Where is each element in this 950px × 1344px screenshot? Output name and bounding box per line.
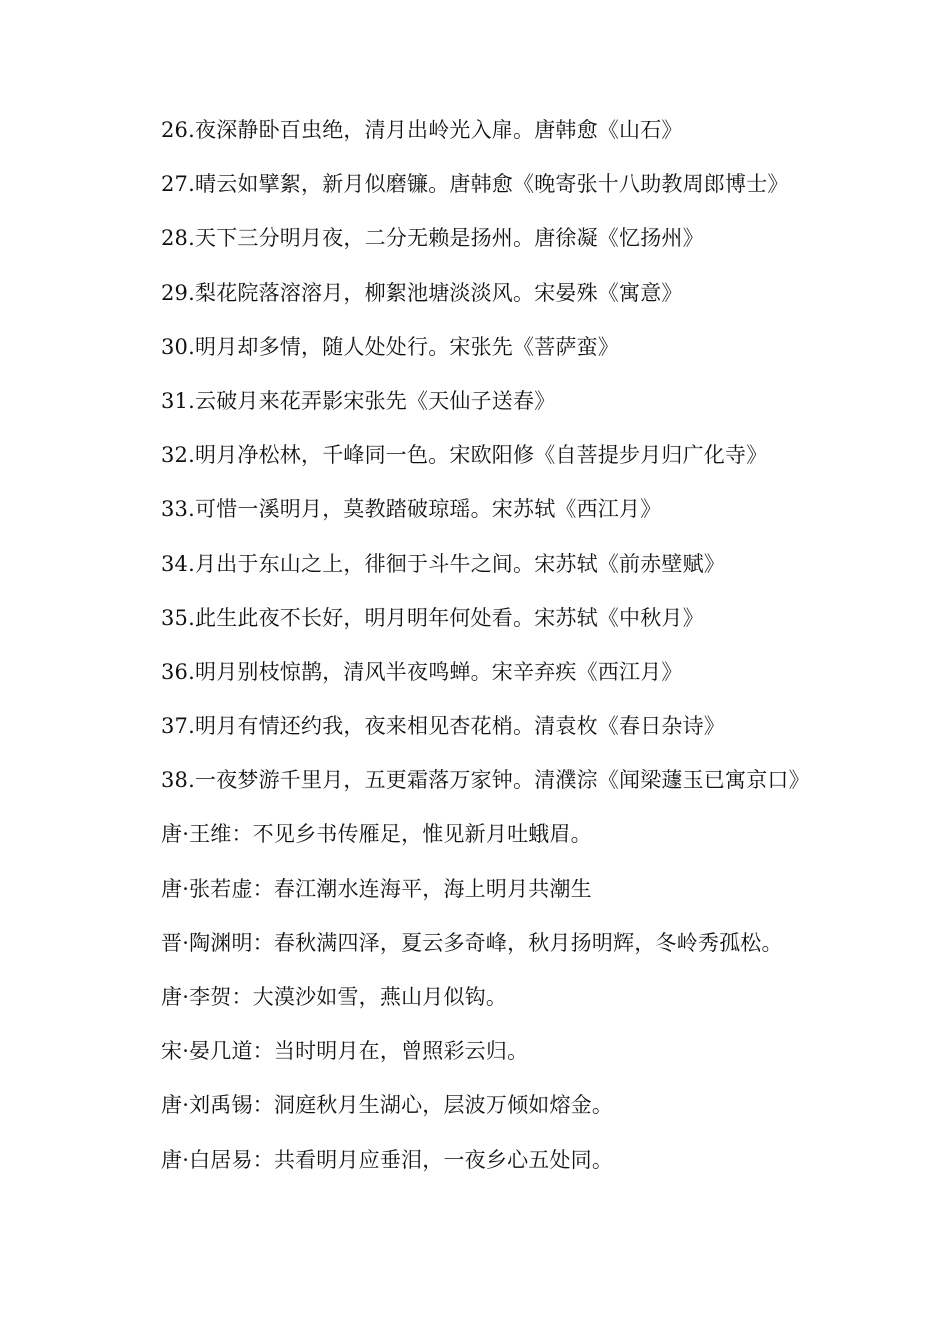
- poem-line-29: 29.梨花院落溶溶月，柳絮池塘淡淡风。宋晏殊《寓意》: [161, 280, 683, 305]
- poem-line-28: 28.天下三分明月夜，二分无赖是扬州。唐徐凝《忆扬州》: [161, 226, 704, 251]
- poem-line-36: 36.明月别枝惊鹊，清风半夜鸣蝉。宋辛弃疾《西江月》: [161, 659, 683, 684]
- poem-line-30: 30.明月却多情，随人处处行。宋张先《菩萨蛮》: [161, 334, 619, 359]
- poem-line-32: 32.明月净松林，千峰同一色。宋欧阳修《自菩提步月归广化寺》: [161, 443, 768, 468]
- quote-zhang-ruoxu: 唐·张若虚：春江潮水连海平，海上明月共潮生: [161, 876, 592, 901]
- poem-list: [118, 112, 828, 1196]
- quote-liu-yuxi: 唐·刘禹锡：洞庭秋月生湖心，层波万倾如熔金。: [161, 1093, 614, 1118]
- quote-tao-yuanming: 晋·陶渊明：春秋满四泽，夏云多奇峰，秋月扬明辉，冬岭秀孤松。: [161, 930, 783, 955]
- quote-li-he: 唐·李贺：大漠沙如雪，燕山月似钩。: [161, 985, 508, 1009]
- quote-bai-juyi: 唐·白居易：共看明月应垂泪，一夜乡心五处同。: [161, 1147, 614, 1172]
- poem-line-38: 38.一夜梦游千里月，五更霜落万家钟。清濮淙《闻梁蘧玉已寓京口》: [161, 768, 810, 793]
- poem-line-31: 31.云破月来花弄影宋张先《天仙子送春》: [161, 388, 556, 413]
- poem-line-27: 27.晴云如擘絮，新月似磨镰。唐韩愈《晚寄张十八助教周郎博士》: [161, 172, 789, 197]
- poem-line-35: 35.此生此夜不长好，明月明年何处看。宋苏轼《中秋月》: [161, 605, 704, 630]
- poem-line-37: 37.明月有情还约我，夜来相见杏花梢。清袁枚《春日杂诗》: [161, 714, 725, 739]
- poem-line-33: 33.可惜一溪明月，莫教踏破琼瑶。宋苏轼《西江月》: [161, 497, 662, 522]
- quote-wang-wei: 唐·王维：不见乡书传雁足，惟见新月吐蛾眉。: [161, 822, 592, 847]
- quote-yan-jidao: 宋·晏几道：当时明月在，曾照彩云归。: [161, 1039, 529, 1064]
- poem-line-26: 26.夜深静卧百虫绝，清月出岭光入扉。唐韩愈《山石》: [161, 118, 683, 142]
- poem-line-34: 34.月出于东山之上，徘徊于斗牛之间。宋苏轼《前赤壁赋》: [161, 551, 725, 576]
